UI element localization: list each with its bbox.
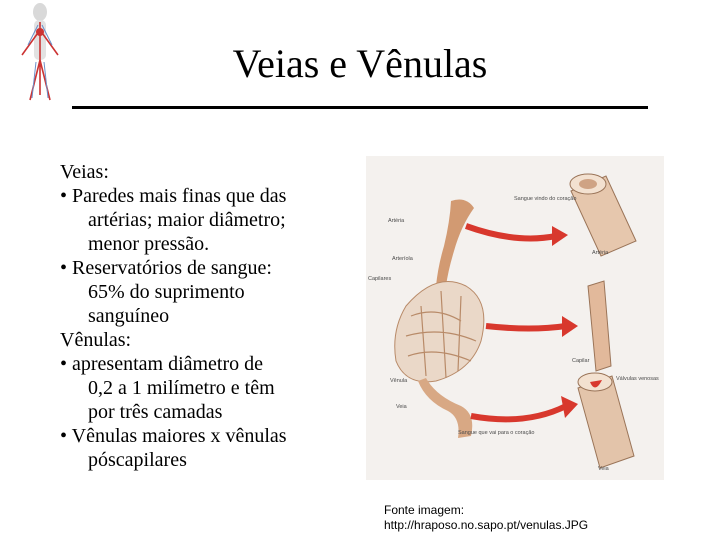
bullet-1-line-2: artérias; maior diâmetro;: [88, 209, 286, 231]
bullet-list: [60, 160, 360, 472]
label-venula: Vênula: [390, 378, 408, 384]
label-capilar: Capilar: [572, 358, 590, 364]
image-source: [384, 503, 588, 533]
anatomy-logo-icon: [0, 0, 72, 110]
label-veia-callout: Veia: [598, 466, 609, 472]
source-url: http://hraposo.no.sapo.pt/venulas.JPG: [384, 518, 589, 532]
label-capilares: Capilares: [368, 276, 392, 282]
bullet-3-line-1: • apresentam diâmetro de: [60, 353, 264, 375]
label-arteriola: Arteríola: [392, 256, 413, 262]
slide-title: Veias e Vênulas: [232, 41, 488, 86]
bullet-1-line-3: menor pressão.: [88, 233, 210, 255]
label-arteria-callout: Artéria: [592, 250, 609, 256]
bullet-3-line-3: por três camadas: [88, 401, 223, 423]
blood-vessel-illustration: [366, 156, 664, 480]
label-sangue-que-vai: Sangue que vai para o coração: [458, 430, 535, 436]
label-veia: Veia: [396, 404, 407, 410]
bullet-2-line-2: 65% do suprimento: [88, 281, 245, 303]
bullet-4-line-1: • Vênulas maiores x vênulas: [60, 425, 287, 447]
bullet-2-line-1: • Reservatórios de sangue:: [60, 257, 272, 279]
heading-veias: Veias:: [60, 161, 109, 183]
label-sangue-vindo: Sangue vindo do coração: [514, 196, 577, 202]
bullet-1-line-1: • Paredes mais finas que das: [60, 185, 287, 207]
label-valvulas-venosas: Válvulas venosas: [616, 376, 659, 382]
label-arteria: Artéria: [388, 218, 405, 224]
heading-venulas: Vênulas:: [60, 329, 132, 351]
bullet-3-line-2: 0,2 a 1 milímetro e têm: [88, 377, 275, 399]
bullet-2-line-3: sanguíneo: [88, 305, 170, 327]
title-divider: [72, 106, 648, 109]
bullet-4-line-2: póscapilares: [88, 449, 187, 471]
source-label: Fonte imagem:: [384, 503, 465, 517]
